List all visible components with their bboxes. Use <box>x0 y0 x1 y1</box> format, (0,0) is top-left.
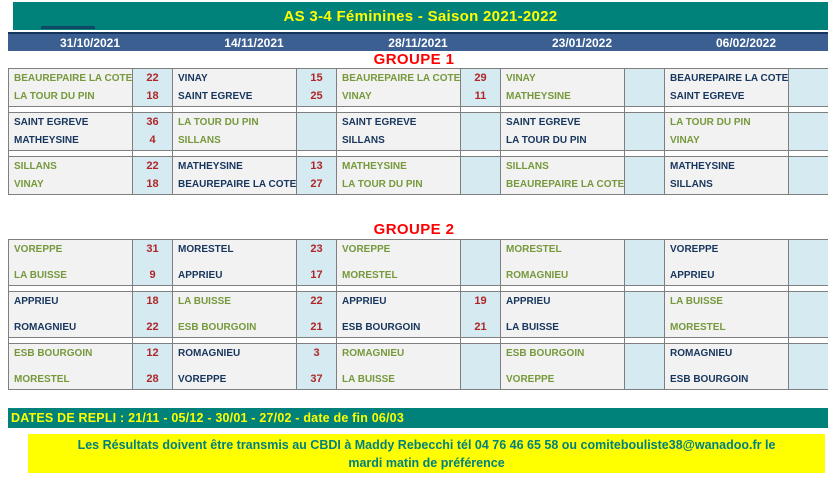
team-name: SAINT EGREVE <box>342 117 417 128</box>
match-score-cell <box>297 240 337 286</box>
score-value: 17 <box>310 269 323 281</box>
score-value: 18 <box>146 295 159 307</box>
team-name: APPRIEU <box>506 296 551 307</box>
team-name: SAINT EGREVE <box>14 117 89 128</box>
score-value: 13 <box>310 160 323 172</box>
score-value: 27 <box>310 178 323 190</box>
match-teams-cell <box>337 292 461 338</box>
team-name: LA BUISSE <box>342 374 395 385</box>
match-score-cell <box>625 240 665 286</box>
fallback-dates-bar <box>8 408 828 428</box>
group1-table <box>8 68 828 195</box>
match-score-cell <box>133 344 173 390</box>
team-name: SAINT EGREVE <box>670 91 745 102</box>
match-score-cell <box>297 69 337 107</box>
match-teams-cell <box>501 344 625 390</box>
match-teams-cell <box>665 157 789 195</box>
team-name: SILLANS <box>14 161 57 172</box>
match-teams-cell <box>9 157 133 195</box>
match-score-cell <box>133 240 173 286</box>
match-teams-cell <box>337 69 461 107</box>
match-teams-cell <box>337 113 461 151</box>
team-name: MATHEYSINE <box>342 161 407 172</box>
score-value: 29 <box>474 72 487 84</box>
page-title: AS 3-4 Féminines - Saison 2021-2022 <box>283 7 558 25</box>
match-teams-cell <box>665 113 789 151</box>
score-value: 19 <box>474 295 487 307</box>
match-score-cell <box>789 344 828 390</box>
score-value: 31 <box>146 243 159 255</box>
score-value: 12 <box>146 347 159 359</box>
match-score-cell <box>625 292 665 338</box>
group2-title: GROUPE 2 <box>373 221 455 238</box>
team-name: ESB BOURGOIN <box>14 348 93 359</box>
match-score-cell <box>133 157 173 195</box>
team-name: ROMAGNIEU <box>506 270 569 281</box>
match-teams-cell <box>337 240 461 286</box>
team-name: ROMAGNIEU <box>178 348 241 359</box>
match-teams-cell <box>173 157 297 195</box>
team-name: ROMAGNIEU <box>14 322 77 333</box>
title-bar <box>13 2 828 30</box>
date-header-3: 23/01/2022 <box>551 35 613 50</box>
match-teams-cell <box>501 69 625 107</box>
match-score-cell <box>297 344 337 390</box>
match-score-cell <box>789 113 828 151</box>
team-name: LA TOUR DU PIN <box>178 117 259 128</box>
team-name: MATHEYSINE <box>506 91 571 102</box>
team-name: APPRIEU <box>178 270 223 281</box>
team-name: MORESTEL <box>342 270 398 281</box>
team-name: BEAUREPAIRE LA COTE <box>342 73 461 84</box>
match-teams-cell <box>337 157 461 195</box>
fallback-dates-text: DATES DE REPLI : 21/11 - 05/12 - 30/01 - 27/02 - date de fin 06/03 <box>11 411 404 425</box>
match-teams-cell <box>173 240 297 286</box>
match-teams-cell <box>501 157 625 195</box>
match-teams-cell <box>9 113 133 151</box>
match-score-cell <box>133 292 173 338</box>
match-teams-cell <box>9 69 133 107</box>
match-teams-cell <box>501 240 625 286</box>
score-value: 21 <box>310 321 323 333</box>
team-name: VOREPPE <box>14 244 63 255</box>
team-name: APPRIEU <box>342 296 387 307</box>
match-score-cell <box>133 113 173 151</box>
team-name: ROMAGNIEU <box>342 348 405 359</box>
team-name: MORESTEL <box>14 374 70 385</box>
team-name: LA BUISSE <box>14 270 67 281</box>
illegible-text-artifact <box>41 26 95 29</box>
match-teams-cell <box>9 344 133 390</box>
match-score-cell <box>297 157 337 195</box>
score-value: 15 <box>310 72 323 84</box>
team-name: MATHEYSINE <box>178 161 243 172</box>
date-header-1: 14/11/2021 <box>224 35 284 50</box>
match-score-cell <box>461 344 501 390</box>
team-name: APPRIEU <box>14 296 59 307</box>
team-name: ESB BOURGOIN <box>178 322 257 333</box>
match-score-cell <box>461 69 501 107</box>
match-score-cell <box>789 157 828 195</box>
team-name: ESB BOURGOIN <box>670 374 749 385</box>
team-name: VOREPPE <box>506 374 555 385</box>
match-score-cell <box>461 292 501 338</box>
team-name: VINAY <box>506 73 536 84</box>
score-value: 23 <box>310 243 323 255</box>
score-value: 28 <box>146 373 159 385</box>
score-value: 18 <box>146 178 159 190</box>
team-name: VOREPPE <box>342 244 391 255</box>
team-name: VINAY <box>670 135 700 146</box>
group2-table <box>8 239 828 390</box>
team-name: MATHEYSINE <box>670 161 735 172</box>
team-name: SAINT EGREVE <box>506 117 581 128</box>
match-teams-cell <box>501 292 625 338</box>
score-value: 18 <box>146 90 159 102</box>
group1-title: GROUPE 1 <box>373 51 455 68</box>
match-score-cell <box>625 344 665 390</box>
match-teams-cell <box>501 113 625 151</box>
score-value: 22 <box>146 72 159 84</box>
match-score-cell <box>461 157 501 195</box>
score-value: 37 <box>310 373 323 385</box>
team-name: LA BUISSE <box>506 322 559 333</box>
match-teams-cell <box>9 292 133 338</box>
score-value: 22 <box>310 295 323 307</box>
team-name: ESB BOURGOIN <box>506 348 585 359</box>
match-teams-cell <box>665 344 789 390</box>
match-score-cell <box>461 240 501 286</box>
match-teams-cell <box>665 69 789 107</box>
score-value: 36 <box>146 116 159 128</box>
match-score-cell <box>789 69 828 107</box>
results-notice-banner <box>28 434 825 473</box>
score-value: 4 <box>149 134 156 146</box>
match-score-cell <box>297 113 337 151</box>
team-name: BEAUREPAIRE LA COTE <box>14 73 133 84</box>
team-name: VINAY <box>178 73 208 84</box>
score-value: 9 <box>149 269 156 281</box>
date-header-2: 28/11/2021 <box>388 35 448 50</box>
match-score-cell <box>297 292 337 338</box>
match-teams-cell <box>665 292 789 338</box>
match-teams-cell <box>173 292 297 338</box>
team-name: SILLANS <box>178 135 221 146</box>
score-value: 22 <box>146 160 159 172</box>
team-name: MORESTEL <box>506 244 562 255</box>
team-name: LA TOUR DU PIN <box>670 117 751 128</box>
match-teams-cell <box>337 344 461 390</box>
team-name: MATHEYSINE <box>14 135 79 146</box>
match-score-cell <box>625 69 665 107</box>
team-name: APPRIEU <box>670 270 715 281</box>
team-name: MORESTEL <box>670 322 726 333</box>
match-score-cell <box>789 240 828 286</box>
team-name: ESB BOURGOIN <box>342 322 421 333</box>
match-teams-cell <box>665 240 789 286</box>
team-name: MORESTEL <box>178 244 234 255</box>
match-score-cell <box>461 113 501 151</box>
score-value: 22 <box>146 321 159 333</box>
team-name: LA TOUR DU PIN <box>14 91 95 102</box>
results-notice-text: Les Résultats doivent être transmis au CBDI à Maddy Rebecchi tél 04 76 46 65 58 ou comitebouliste38@wanadoo.fr le mardi matin de préférence <box>77 437 776 470</box>
match-score-cell <box>789 292 828 338</box>
match-score-cell <box>625 157 665 195</box>
team-name: LA BUISSE <box>670 296 723 307</box>
score-value: 11 <box>474 90 487 102</box>
team-name: ROMAGNIEU <box>670 348 733 359</box>
date-header-0: 31/10/2021 <box>59 35 121 50</box>
team-name: LA BUISSE <box>178 296 231 307</box>
team-name: BEAUREPAIRE LA COTE <box>506 179 625 190</box>
score-value: 25 <box>310 90 323 102</box>
team-name: LA TOUR DU PIN <box>342 179 423 190</box>
score-value: 3 <box>313 347 320 359</box>
match-teams-cell <box>173 113 297 151</box>
team-name: SILLANS <box>670 179 713 190</box>
team-name: VOREPPE <box>670 244 719 255</box>
match-teams-cell <box>173 344 297 390</box>
team-name: BEAUREPAIRE LA COTE <box>670 73 789 84</box>
team-name: BEAUREPAIRE LA COTE <box>178 179 297 190</box>
team-name: SILLANS <box>506 161 549 172</box>
date-header-row <box>8 32 828 51</box>
score-value: 21 <box>474 321 487 333</box>
match-score-cell <box>625 113 665 151</box>
team-name: VOREPPE <box>178 374 227 385</box>
team-name: VINAY <box>342 91 372 102</box>
team-name: SAINT EGREVE <box>178 91 253 102</box>
match-score-cell <box>133 69 173 107</box>
match-teams-cell <box>9 240 133 286</box>
team-name: SILLANS <box>342 135 385 146</box>
team-name: VINAY <box>14 179 44 190</box>
date-header-4: 06/02/2022 <box>715 35 777 50</box>
match-teams-cell <box>173 69 297 107</box>
team-name: LA TOUR DU PIN <box>506 135 587 146</box>
